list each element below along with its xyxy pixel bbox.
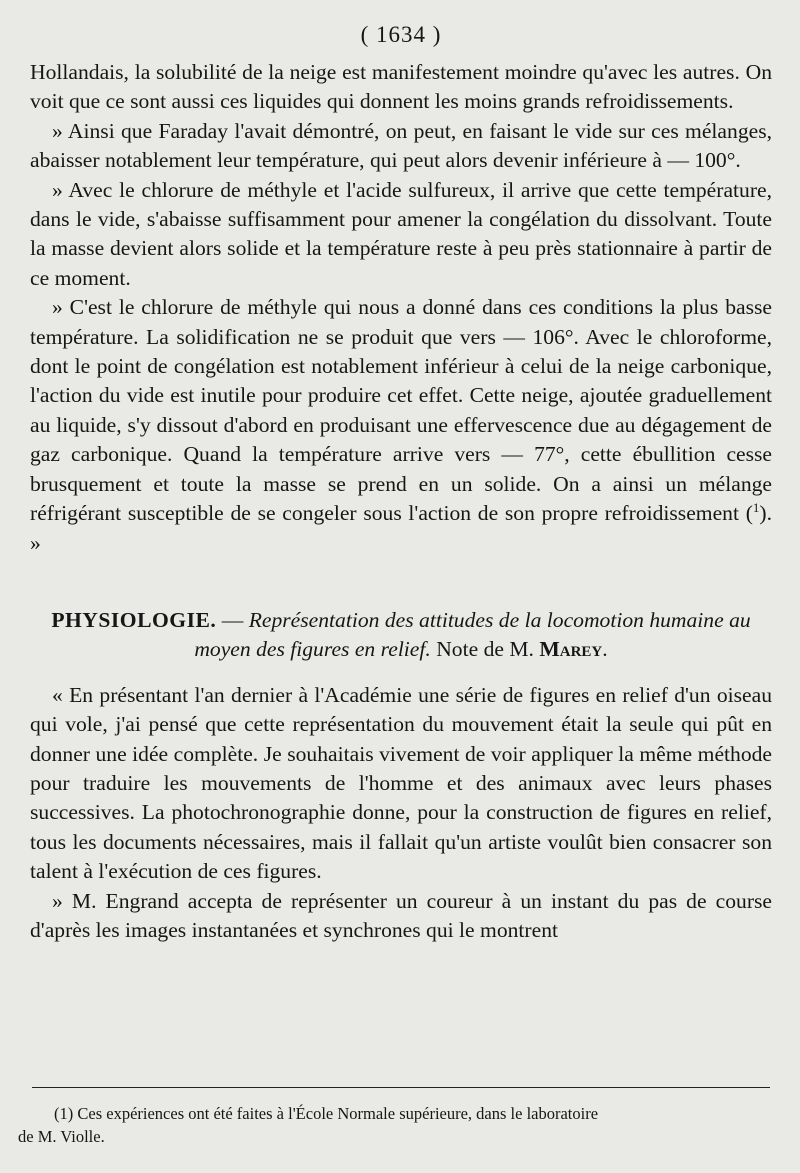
section-end: . [602,637,608,662]
section-dash: — [216,607,249,632]
body-text-continued [30,681,772,946]
section-title: Représentation des attitudes de la locomotion humaine au moyen des figures en relief. [194,607,751,662]
footnote-marker: (1) [54,1104,74,1123]
footnote [18,1102,770,1148]
paragraph-6: » M. Engrand accepta de représenter un coureur à un instant du pas de course d'après les images instantanées et synchrones qui le montrent [30,888,772,942]
paragraph-3: » Avec le chlorure de méthyle et l'acide sulfureux, il arrive que cette température, dans le vide, s'abaisse suffisamment pour amener la congélation du dissolvant. Toute la masse devient alors solide et la température reste à peu près stationnaire à partir de ce moment. [30,177,772,290]
paragraph-5: « En présentant l'an dernier à l'Académie une série de figures en relief d'un oiseau qui vole, j'ai pensé que cette représentation du mouvement était la seule qui pût en donner une idée complète. Je souhaitais vivement de voir appliquer la même méthode pour traduire les mouvements de l'homme et des animaux avec leurs phases successives. La photochronographie donne, pour la construction de figures en relief, tous les documents nécessaires, mais il fallait qu'un artiste voulût bien consacrer son talent à l'exécution de ces figures. [30,682,772,884]
paragraph-4-end: . » [30,501,772,555]
section-heading [30,606,772,665]
section-author: Marey [539,637,603,662]
body-text [30,58,772,558]
footnote-text: Ces expériences ont été faites à l'École Normale supérieure, dans le laboratoire [73,1104,599,1123]
section-note-prefix: Note de M. [430,637,540,662]
footnote-reference: 1 [752,499,760,515]
section-label: PHYSIOLOGIE. [51,607,217,632]
paragraph-1: Hollandais, la solubilité de la neige est manifestement moindre qu'avec les autres. On voit que ce sont aussi ces liquides qui donnent les moins grands refroidissements. [30,60,772,114]
footnote-continuation: de M. Violle. [18,1127,105,1146]
page-number: ( 1634 ) [360,22,442,47]
paragraph-4: » C'est le chlorure de méthyle qui nous a donné dans ces conditions la plus basse température. La solidification ne se produit que vers — 106°. Avec le chloroforme, dont le point de congélation est notablement inférieur à celui de la neige carbonique, l'action du vide est inutile pour produire cet effet. Cette neige, ajoutée graduellement au liquide, s'y dissout d'abord en produisant une effervescence due au dégagement de gaz carbonique. Quand la température arrive vers — 77°, cette ébullition cesse brusquement et toute la masse se prend en un solide. On a ainsi un mélange réfrigérant susceptible de se congeler sous l'action de son propre refroidissement ($^1$). » [30,295,772,555]
paragraph-2: » Ainsi que Faraday l'avait démontré, on peut, en faisant le vide sur ces mélanges, abaisser notablement leur température, qui peut alors devenir inférieure à — 100°. [30,118,772,173]
paragraph-4-text: » C'est le chlorure de méthyle qui nous a donné dans ces conditions la plus basse température. La solidification ne se produit que vers — 106°. Avec le chloroforme, dont le point de congélation est notablement inférieur à celui de la neige carbonique, l'action du vide est inutile pour produire cet effet. Cette neige, ajoutée graduellement au liquide, s'y dissout d'abord en produisant une effervescence due au dégagement de gaz carbonique. Quand la température arrive vers — 77°, cette ébullition cesse brusquement et toute la masse se prend en un solide. On a ainsi un mélange réfrigérant susceptible de se congeler sous l'action de son propre refroidissement [30,295,772,526]
footnote-divider [32,1087,770,1088]
